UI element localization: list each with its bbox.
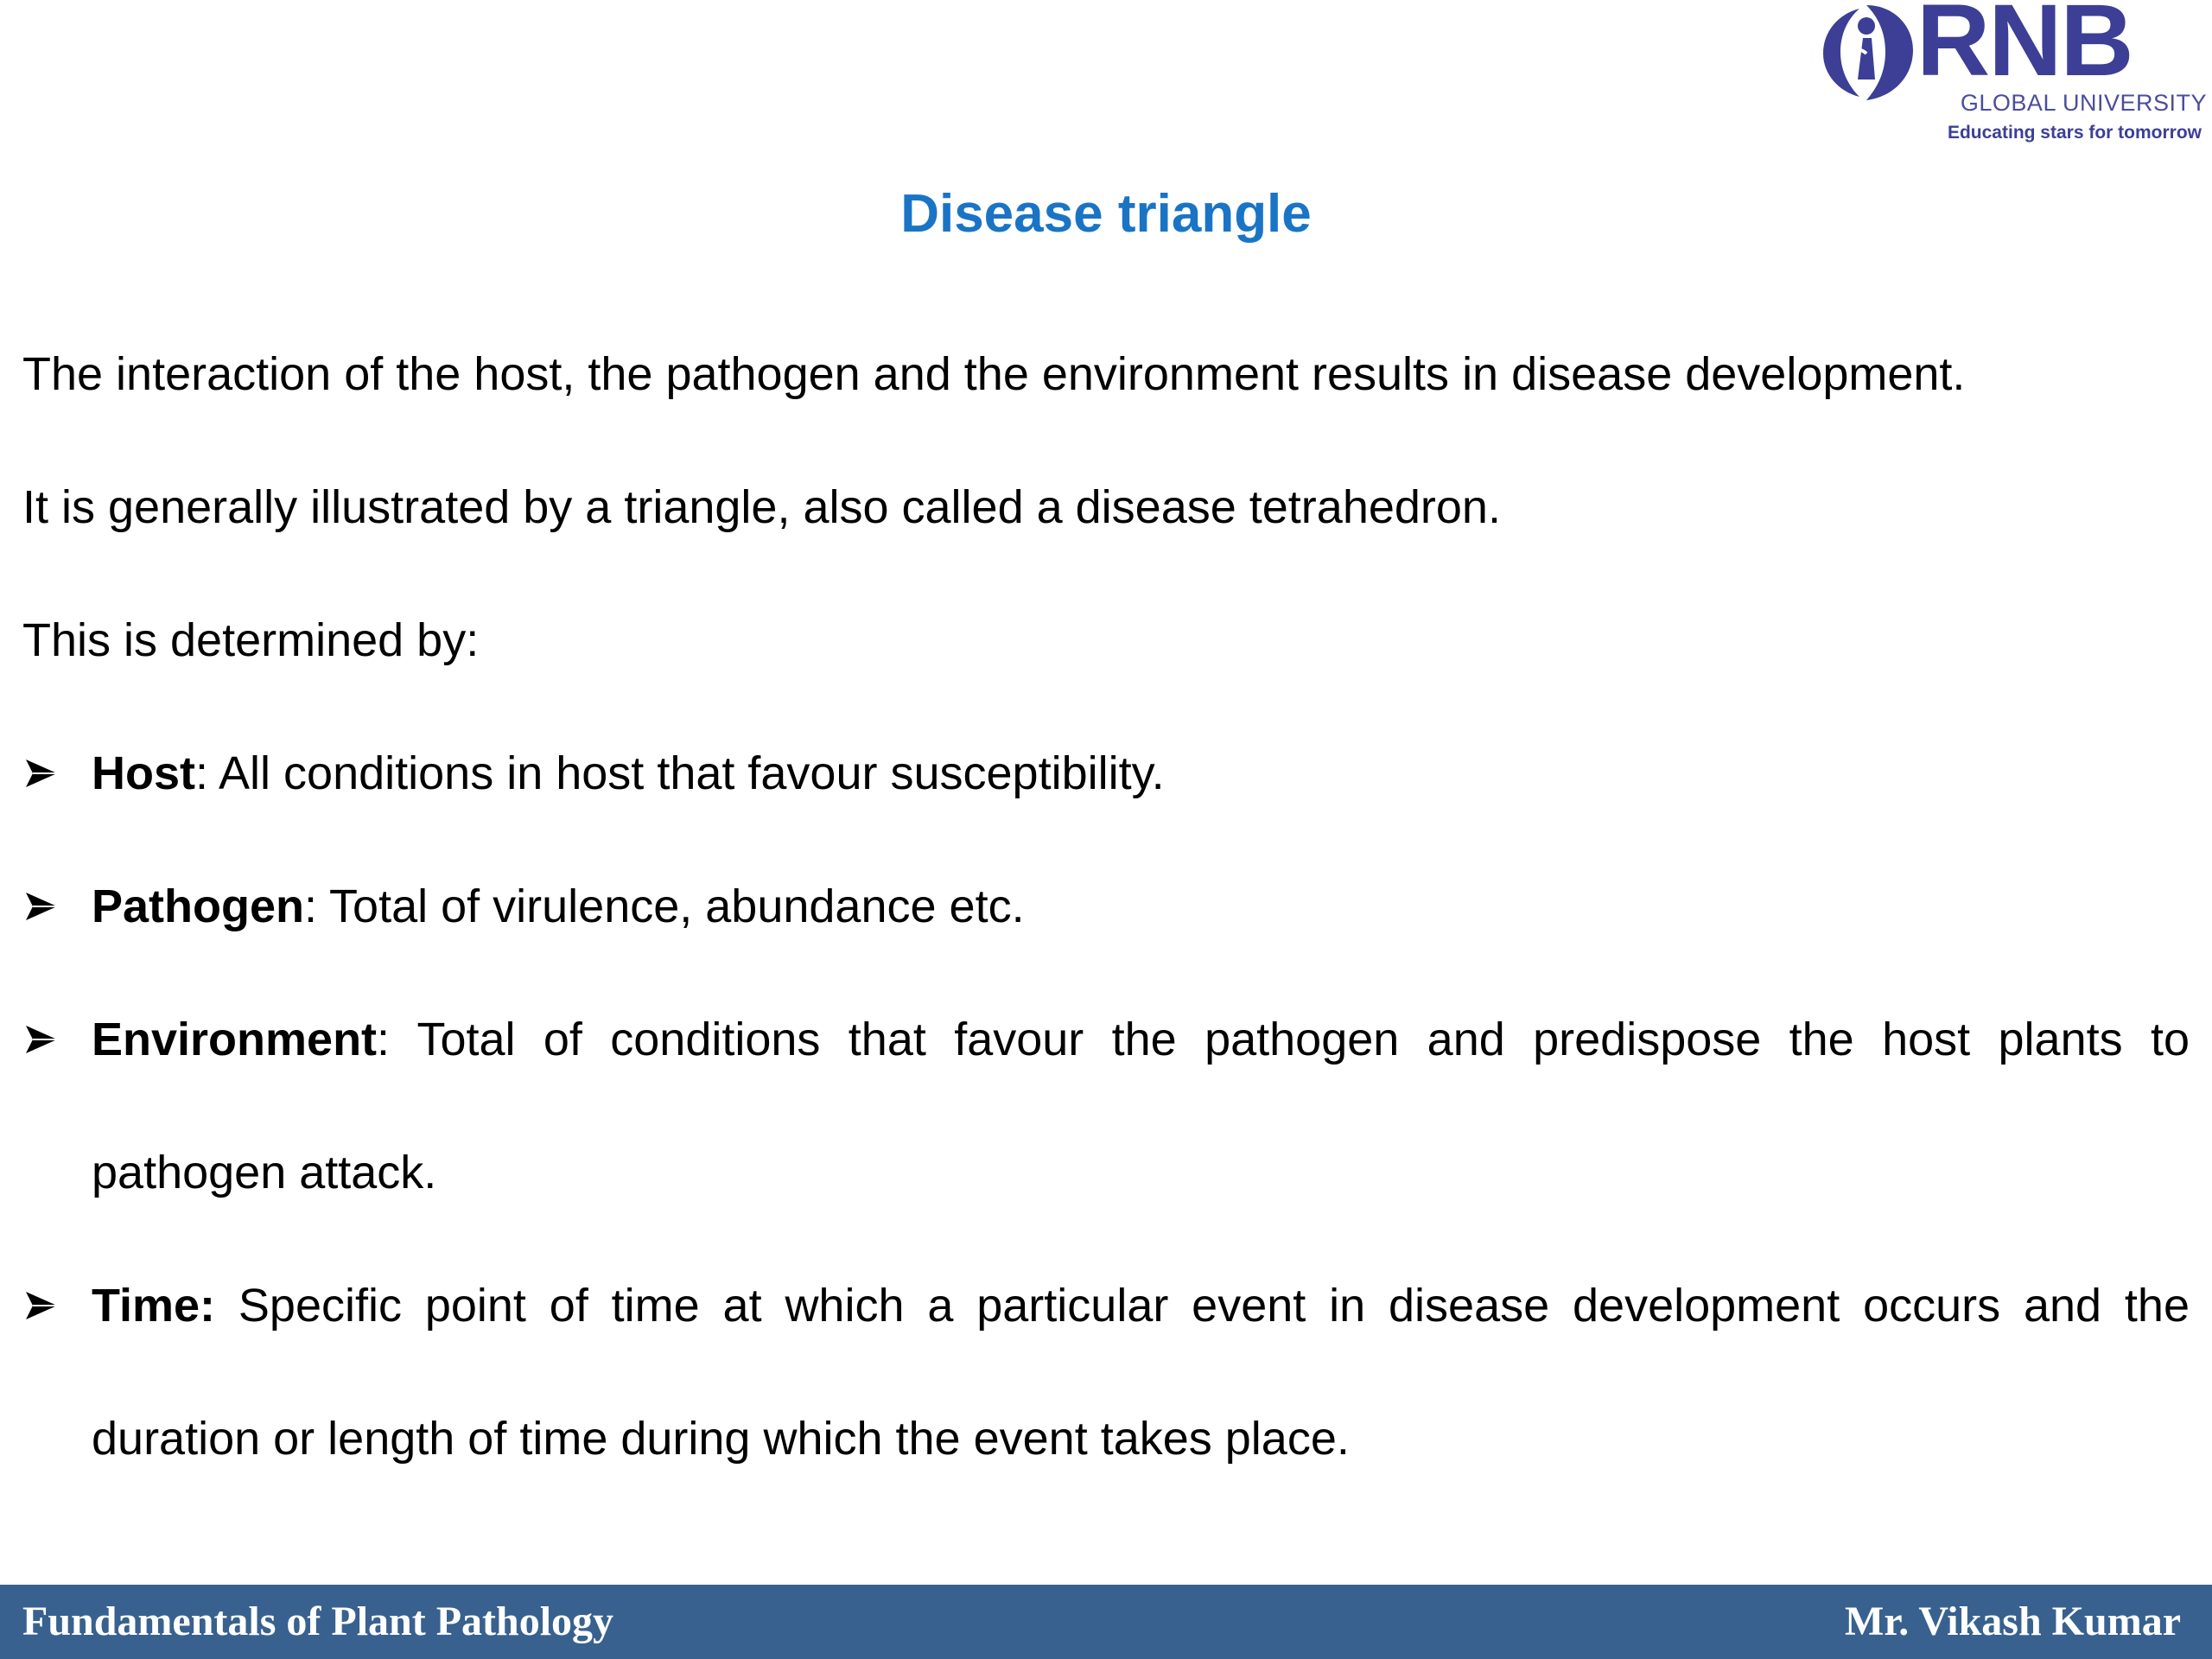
list-item-host	[22, 707, 2190, 840]
arrowhead-bullet-icon	[24, 707, 59, 840]
arrowhead-bullet-icon	[24, 1239, 59, 1372]
bullet-separator: :	[377, 1014, 391, 1065]
logo-subtitle: GLOBAL UNIVERSITY	[1960, 90, 2207, 116]
bullet-term: Time:	[92, 1280, 216, 1332]
illustration-paragraph: It is generally illustrated by a triangle, also called a disease tetrahedron.	[22, 481, 1501, 533]
arrowhead-bullet-icon	[24, 973, 59, 1106]
logo-letters: RNB	[1916, 0, 2133, 98]
determined-by-paragraph: This is determined by:	[22, 614, 480, 666]
list-item-environment	[22, 973, 2190, 1239]
bullet-text: Total of conditions that favour the pathogen and predispose the host plants to pathogen attack.	[92, 1014, 2190, 1198]
author-name: Mr. Vikash Kumar	[1845, 1599, 2181, 1644]
slide-title: Disease triangle	[900, 184, 1312, 244]
list-item-time	[22, 1239, 2190, 1505]
list-item-pathogen	[22, 840, 2190, 973]
factor-list	[22, 707, 2190, 1505]
rnb-emblem-icon	[1815, 0, 1918, 104]
bullet-text: Total of virulence, abundance etc.	[317, 880, 1025, 932]
course-name: Fundamentals of Plant Pathology	[22, 1599, 614, 1644]
intro-paragraph: The interaction of the host, the pathogen and the environment results in disease development.	[22, 348, 1966, 400]
arrowhead-bullet-icon	[24, 840, 59, 973]
bullet-text: Specific point of time at which a particular event in disease development occurs and the duration or length of time during which the event takes place.	[92, 1280, 2190, 1465]
bullet-term: Environment	[92, 1014, 378, 1065]
slide-body	[22, 308, 2190, 1505]
bullet-separator: :	[304, 880, 318, 932]
bullet-term: Pathogen	[92, 880, 305, 932]
bullet-term: Host	[92, 747, 195, 799]
bullet-text: All conditions in host that favour susceptibility.	[208, 747, 1165, 799]
bullet-separator: :	[195, 747, 209, 799]
logo-tagline: Educating stars for tomorrow	[1947, 123, 2202, 143]
slide-footer	[0, 1585, 2212, 1659]
university-logo	[1815, 0, 2212, 156]
